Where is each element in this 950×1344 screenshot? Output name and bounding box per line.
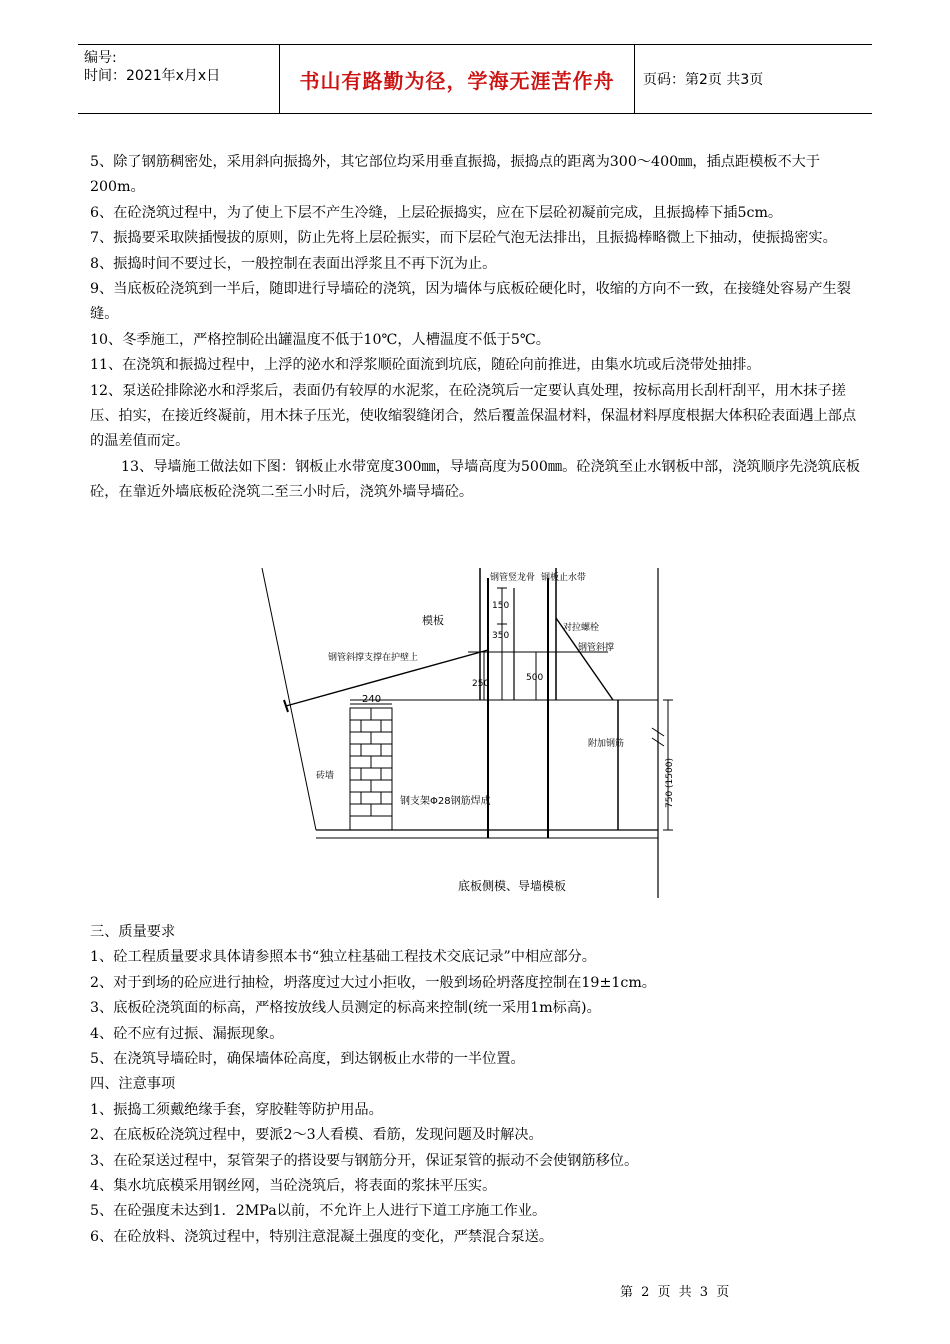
notes-item-6: 6、在砼放料、浇筑过程中，特别注意混凝土强度的变化，严禁混合泵送。 [90,1228,554,1245]
label-waterstop: 钢板止水带 [541,573,587,583]
quality-item-1: 1、砼工程质量要求具体请参照本书“独立柱基础工程技术交底记录”中相应部分。 [90,949,596,966]
label-steel-brace: 钢管斜撑 [578,643,615,653]
label-dim-150: 150 [492,601,510,611]
diagram-caption: 底板侧模、导墙模板 [458,879,567,893]
paragraph-9: 9、当底板砼浇筑到一半后，随即进行导墙砼的浇筑，因为墙体与底板砼硬化时，收缩的方向不一致，在接缝处容易产生裂缝。 [90,281,851,323]
label-dim-750: 750 (1500) [665,758,675,808]
quality-item-4: 4、砼不应有过振、漏振现象。 [90,1025,284,1042]
label-dim-500: 500 [526,673,544,683]
body-text-bottom [90,920,870,1250]
section-heading-notes: 四、注意事项 [90,1076,176,1093]
body-text-top [90,150,870,506]
label-tie-bolt: 对拉螺栓 [563,623,600,633]
label-formwork: 模板 [422,614,444,627]
paragraph-7: 7、振捣要采取陕插慢拔的原则，防止先将上层砼振实，而下层砼气泡无法排出，且振捣棒略微上下抽动，使振捣密实。 [90,230,837,247]
page-footer: 第 2 页 共 3 页 [620,1285,732,1300]
header-meta [78,45,280,113]
label-dim-350: 350 [492,631,510,641]
label-support-frame: 钢支架Φ28钢筋焊成 [400,796,491,807]
header-page-number: 页码：第2页 共3页 [643,72,764,88]
notes-item-4: 4、集水坑底模采用钢丝网，当砼浇筑后，将表面的浆抹平压实。 [90,1178,497,1195]
notes-item-5: 5、在砼强度未达到1．2MPa以前，不允许上人进行下道工序施工作业。 [90,1203,547,1220]
notes-item-2: 2、在底板砼浇筑过程中，要派2～3人看模、看筋，发现问题及时解决。 [90,1127,543,1144]
notes-item-3: 3、在砼泵送过程中，泵管架子的搭设要与钢筋分开，保证泵管的振动不会使钢筋移位。 [90,1152,639,1169]
quality-item-3: 3、底板砼浇筑面的标高，严格按放线人员测定的标高来控制(统一采用1m标高)。 [90,1000,601,1017]
header-motto: 书山有路勤为径，学海无涯苦作舟 [280,45,635,113]
label-dim-250: 250 [472,679,490,689]
quality-item-5: 5、在浇筑导墙砼时，确保墙体砼高度，到达钢板止水带的一半位置。 [90,1051,525,1068]
page-header [78,44,872,114]
label-dim-240: 240 [362,694,382,705]
paragraph-12: 12、泵送砼排除泌水和浮浆后，表面仍有较厚的水泥浆，在砼浇筑后一定要认真处理，按标高用长刮杆刮平，用木抹子搓压、拍实，在接近终凝前，用木抹子压光，使收缩裂缝闭合，然后覆盖保温材料，保温材料厚度根据大体积砼表面遇上部点的温差值而定。 [90,382,857,450]
paragraph-5: 5、除了钢筋稠密处，采用斜向振捣外，其它部位均采用垂直振捣，振捣点的距离为300～400㎜，插点距模板不大于200m。 [90,154,821,196]
excavation-slope-line [262,568,316,830]
section-heading-quality: 三、质量要求 [90,924,176,940]
label-brick-wall: 砖墙 [316,771,335,781]
guide-wall-formwork-diagram [258,568,678,900]
paragraph-10: 10、冬季施工，严格控制砼出罐温度不低于10℃，人槽温度不低于5℃。 [90,331,550,348]
paragraph-11: 11、在浇筑和振捣过程中，上浮的泌水和浮浆顺砼面流到坑底，随砼向前推进，由集水坑或后浇带处抽排。 [90,357,761,374]
document-number-label: 编号: [84,50,117,66]
notes-item-1: 1、振捣工须戴绝缘手套，穿胶鞋等防护用品。 [90,1101,383,1118]
document-time-label: 时间：2021年x月x日 [84,68,221,84]
paragraph-13: 13、导墙施工做法如下图：钢板止水带宽度300㎜，导墙高度为500㎜。砼浇筑至止水钢板中部，浇筑顺序先浇筑底板砼，在靠近外墙底板砼浇筑二至三小时后，浇筑外墙导墙砼。 [90,458,861,501]
label-added-rebar: 附加钢筋 [588,739,625,749]
paragraph-6: 6、在砼浇筑过程中，为了使上下层不产生冷缝，上层砼振捣实，应在下层砼初凝前完成，且振捣棒下插5cm。 [90,204,783,221]
paragraph-8: 8、振捣时间不要过长，一般控制在表面出浮浆且不再下沉为止。 [90,255,497,272]
label-upright: 钢管竖龙骨 [490,573,536,583]
label-diagonal-support: 钢管斜撑支撑在护壁上 [328,653,419,663]
quality-item-2: 2、对于到场的砼应进行抽检，坍落度过大过小拒收，一般到场砼坍落度控制在19±1cm。 [90,974,656,991]
